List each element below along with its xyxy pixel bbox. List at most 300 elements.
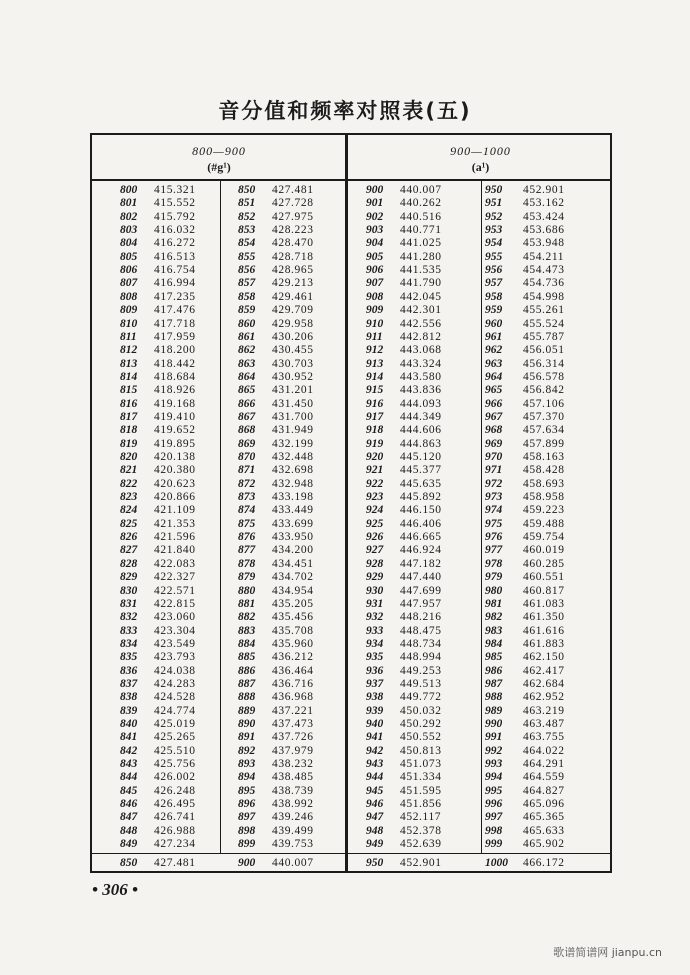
cents-value: 902 bbox=[366, 210, 384, 223]
frequency-value: 422.571 bbox=[154, 584, 196, 597]
cents-value: 917 bbox=[366, 410, 384, 423]
cents-value: 826 bbox=[120, 531, 138, 544]
frequency-value: 438.992 bbox=[272, 798, 314, 811]
table-row bbox=[92, 758, 610, 771]
cents-value: 998 bbox=[485, 824, 503, 837]
cents-value: 955 bbox=[485, 250, 503, 263]
frequency-value: 432.948 bbox=[272, 477, 314, 490]
frequency-value: 422.327 bbox=[154, 571, 196, 584]
frequency-value: 437.473 bbox=[272, 718, 314, 730]
cents-value: 925 bbox=[366, 517, 384, 530]
frequency-value: 450.292 bbox=[400, 718, 442, 730]
cents-value: 870 bbox=[238, 451, 256, 463]
header-note: (a¹) bbox=[471, 160, 490, 174]
table-row bbox=[92, 358, 610, 371]
table-row bbox=[92, 825, 610, 838]
cents-value: 903 bbox=[366, 224, 384, 237]
frequency-value: 448.216 bbox=[400, 611, 442, 624]
frequency-value: 417.476 bbox=[154, 304, 196, 317]
cents-value: 891 bbox=[238, 731, 256, 744]
frequency-value: 419.410 bbox=[154, 410, 196, 423]
frequency-value: 450.813 bbox=[400, 744, 442, 757]
frequency-value: 453.686 bbox=[523, 224, 565, 237]
frequency-value: 443.324 bbox=[400, 357, 442, 370]
cents-value: 982 bbox=[485, 611, 503, 624]
cents-value: 954 bbox=[485, 237, 503, 250]
frequency-value: 427.728 bbox=[272, 197, 314, 210]
cents-value: 872 bbox=[238, 477, 256, 490]
cents-value: 942 bbox=[366, 744, 384, 757]
frequency-value: 452.117 bbox=[400, 811, 442, 824]
cents-value: 878 bbox=[238, 557, 256, 570]
cents-value: 823 bbox=[120, 491, 138, 504]
cents-value: 850 bbox=[238, 184, 256, 196]
frequency-value: 435.960 bbox=[272, 637, 314, 650]
frequency-value: 448.475 bbox=[400, 624, 442, 637]
cents-value: 939 bbox=[366, 704, 384, 717]
frequency-value: 420.138 bbox=[154, 451, 196, 463]
frequency-value: 428.223 bbox=[272, 224, 314, 237]
frequency-value: 419.168 bbox=[154, 397, 196, 410]
frequency-value: 425.510 bbox=[154, 744, 196, 757]
table-row bbox=[92, 331, 610, 344]
table-row bbox=[92, 718, 610, 731]
cents-value: 810 bbox=[120, 317, 138, 330]
frequency-value: 424.038 bbox=[154, 664, 196, 677]
frequency-value: 441.280 bbox=[400, 250, 442, 263]
frequency-value: 442.045 bbox=[400, 290, 442, 303]
cents-value: 822 bbox=[120, 477, 138, 490]
table-row bbox=[92, 598, 610, 611]
frequency-value: 430.455 bbox=[272, 344, 314, 357]
frequency-value: 429.461 bbox=[272, 290, 314, 303]
frequency-value: 431.201 bbox=[272, 384, 314, 397]
cents-value: 927 bbox=[366, 544, 384, 557]
frequency-value: 421.840 bbox=[154, 544, 196, 557]
frequency-value: 416.513 bbox=[154, 250, 196, 263]
frequency-value: 438.739 bbox=[272, 784, 314, 797]
frequency-value: 464.291 bbox=[523, 758, 565, 771]
frequency-value: 415.321 bbox=[154, 184, 196, 196]
frequency-value: 430.206 bbox=[272, 330, 314, 343]
footer-cents: 900 bbox=[238, 857, 256, 869]
cents-value: 881 bbox=[238, 597, 256, 610]
cents-value: 832 bbox=[120, 611, 138, 624]
footer-frequency: 440.007 bbox=[272, 857, 314, 869]
cents-value: 974 bbox=[485, 504, 503, 517]
frequency-value: 436.716 bbox=[272, 677, 314, 690]
cents-value: 844 bbox=[120, 771, 138, 784]
cents-value: 946 bbox=[366, 798, 384, 811]
frequency-value: 433.449 bbox=[272, 504, 314, 517]
cents-value: 898 bbox=[238, 824, 256, 837]
cents-value: 994 bbox=[485, 771, 503, 784]
frequency-value: 447.957 bbox=[400, 597, 442, 610]
frequency-value: 434.200 bbox=[272, 544, 314, 557]
cents-value: 824 bbox=[120, 504, 138, 517]
cents-value: 918 bbox=[366, 424, 384, 437]
table-row bbox=[92, 491, 610, 504]
table-row bbox=[92, 771, 610, 784]
cents-value: 973 bbox=[485, 491, 503, 504]
frequency-value: 459.754 bbox=[523, 531, 565, 544]
cents-value: 991 bbox=[485, 731, 503, 744]
table-row bbox=[92, 691, 610, 704]
frequency-value: 432.448 bbox=[272, 451, 314, 463]
frequency-value: 454.736 bbox=[523, 277, 565, 290]
frequency-value: 436.464 bbox=[272, 664, 314, 677]
frequency-value: 440.007 bbox=[400, 184, 442, 196]
table-row bbox=[92, 451, 610, 464]
frequency-value: 440.516 bbox=[400, 210, 442, 223]
cents-value: 968 bbox=[485, 424, 503, 437]
frequency-value: 461.350 bbox=[523, 611, 565, 624]
frequency-value: 453.948 bbox=[523, 237, 565, 250]
frequency-value: 452.378 bbox=[400, 824, 442, 837]
frequency-value: 418.200 bbox=[154, 344, 196, 357]
frequency-value: 429.958 bbox=[272, 317, 314, 330]
frequency-value: 462.952 bbox=[523, 691, 565, 704]
frequency-value: 455.787 bbox=[523, 330, 565, 343]
frequency-value: 445.120 bbox=[400, 451, 442, 463]
cents-value: 921 bbox=[366, 464, 384, 477]
frequency-value: 432.199 bbox=[272, 437, 314, 450]
cents-value: 963 bbox=[485, 357, 503, 370]
cents-value: 819 bbox=[120, 437, 138, 450]
cents-value: 985 bbox=[485, 651, 503, 664]
footer-frequency: 452.901 bbox=[400, 857, 442, 869]
table-row bbox=[92, 251, 610, 264]
frequency-value: 449.253 bbox=[400, 664, 442, 677]
frequency-value: 465.365 bbox=[523, 811, 565, 824]
cents-value: 896 bbox=[238, 798, 256, 811]
frequency-value: 437.726 bbox=[272, 731, 314, 744]
frequency-value: 435.205 bbox=[272, 597, 314, 610]
table-row bbox=[92, 518, 610, 531]
frequency-value: 450.032 bbox=[400, 704, 442, 717]
frequency-value: 426.248 bbox=[154, 784, 196, 797]
frequency-value: 435.456 bbox=[272, 611, 314, 624]
cents-value: 956 bbox=[485, 264, 503, 277]
frequency-value: 417.235 bbox=[154, 290, 196, 303]
table-row bbox=[92, 531, 610, 544]
frequency-value: 440.262 bbox=[400, 197, 442, 210]
frequency-value: 456.314 bbox=[523, 357, 565, 370]
table-row bbox=[92, 611, 610, 624]
frequency-value: 463.487 bbox=[523, 718, 565, 730]
frequency-value: 449.513 bbox=[400, 677, 442, 690]
cents-value: 961 bbox=[485, 330, 503, 343]
cents-value: 883 bbox=[238, 624, 256, 637]
cents-value: 854 bbox=[238, 237, 256, 250]
frequency-value: 420.380 bbox=[154, 464, 196, 477]
cents-value: 967 bbox=[485, 410, 503, 423]
cents-value: 928 bbox=[366, 557, 384, 570]
cents-value: 965 bbox=[485, 384, 503, 397]
frequency-value: 463.219 bbox=[523, 704, 565, 717]
frequency-value: 436.968 bbox=[272, 691, 314, 704]
table-row bbox=[92, 237, 610, 250]
cents-value: 931 bbox=[366, 597, 384, 610]
table-row bbox=[92, 478, 610, 491]
cents-value: 897 bbox=[238, 811, 256, 824]
frequency-value: 459.223 bbox=[523, 504, 565, 517]
frequency-value: 421.353 bbox=[154, 517, 196, 530]
frequency-value: 445.377 bbox=[400, 464, 442, 477]
frequency-value: 422.083 bbox=[154, 557, 196, 570]
cents-value: 874 bbox=[238, 504, 256, 517]
table-row bbox=[92, 318, 610, 331]
frequency-value: 437.221 bbox=[272, 704, 314, 717]
cents-value: 909 bbox=[366, 304, 384, 317]
frequency-value: 463.755 bbox=[523, 731, 565, 744]
cents-value: 895 bbox=[238, 784, 256, 797]
cents-value: 930 bbox=[366, 584, 384, 597]
frequency-value: 437.979 bbox=[272, 744, 314, 757]
cents-value: 803 bbox=[120, 224, 138, 237]
cents-value: 908 bbox=[366, 290, 384, 303]
cents-value: 833 bbox=[120, 624, 138, 637]
cents-value: 805 bbox=[120, 250, 138, 263]
table-row bbox=[92, 264, 610, 277]
cents-value: 860 bbox=[238, 317, 256, 330]
table-row bbox=[92, 838, 610, 851]
cents-value: 938 bbox=[366, 691, 384, 704]
cents-value: 893 bbox=[238, 758, 256, 771]
cents-value: 948 bbox=[366, 824, 384, 837]
frequency-value: 416.994 bbox=[154, 277, 196, 290]
cents-value: 879 bbox=[238, 571, 256, 584]
frequency-value: 424.283 bbox=[154, 677, 196, 690]
cents-value: 836 bbox=[120, 664, 138, 677]
cents-value: 835 bbox=[120, 651, 138, 664]
cents-value: 877 bbox=[238, 544, 256, 557]
table-row bbox=[92, 211, 610, 224]
cents-value: 876 bbox=[238, 531, 256, 544]
frequency-value: 451.334 bbox=[400, 771, 442, 784]
cents-value: 830 bbox=[120, 584, 138, 597]
frequency-value: 449.772 bbox=[400, 691, 442, 704]
table-row bbox=[92, 464, 610, 477]
frequency-value: 456.578 bbox=[523, 370, 565, 383]
cents-value: 809 bbox=[120, 304, 138, 317]
cents-value: 845 bbox=[120, 784, 138, 797]
cents-value: 933 bbox=[366, 624, 384, 637]
frequency-value: 460.285 bbox=[523, 557, 565, 570]
cents-value: 804 bbox=[120, 237, 138, 250]
frequency-value: 453.162 bbox=[523, 197, 565, 210]
frequency-value: 419.895 bbox=[154, 437, 196, 450]
table-row bbox=[92, 678, 610, 691]
frequency-value: 441.025 bbox=[400, 237, 442, 250]
cents-value: 811 bbox=[120, 330, 137, 343]
cents-value: 834 bbox=[120, 637, 138, 650]
cents-value: 890 bbox=[238, 718, 256, 730]
table-row bbox=[92, 745, 610, 758]
cents-value: 906 bbox=[366, 264, 384, 277]
table-row bbox=[92, 625, 610, 638]
header-range: 900—1000 bbox=[450, 144, 511, 158]
cents-value: 885 bbox=[238, 651, 256, 664]
frequency-value: 457.899 bbox=[523, 437, 565, 450]
cents-value: 913 bbox=[366, 357, 384, 370]
cents-value: 950 bbox=[485, 184, 503, 196]
header-900-1000 bbox=[349, 143, 612, 175]
cents-value: 976 bbox=[485, 531, 503, 544]
frequency-value: 440.771 bbox=[400, 224, 442, 237]
frequency-value: 425.756 bbox=[154, 758, 196, 771]
frequency-value: 424.528 bbox=[154, 691, 196, 704]
cents-value: 806 bbox=[120, 264, 138, 277]
cents-value: 920 bbox=[366, 451, 384, 463]
cents-value: 859 bbox=[238, 304, 256, 317]
frequency-value: 434.702 bbox=[272, 571, 314, 584]
cents-value: 999 bbox=[485, 838, 503, 851]
cents-value: 888 bbox=[238, 691, 256, 704]
frequency-value: 461.616 bbox=[523, 624, 565, 637]
frequency-value: 425.265 bbox=[154, 731, 196, 744]
table-row bbox=[92, 585, 610, 598]
frequency-value: 461.083 bbox=[523, 597, 565, 610]
frequency-value: 452.901 bbox=[523, 184, 565, 196]
frequency-value: 447.182 bbox=[400, 557, 442, 570]
frequency-value: 421.596 bbox=[154, 531, 196, 544]
cents-value: 970 bbox=[485, 451, 503, 463]
frequency-value: 464.022 bbox=[523, 744, 565, 757]
table-row bbox=[92, 424, 610, 437]
frequency-value: 450.552 bbox=[400, 731, 442, 744]
frequency-value: 434.451 bbox=[272, 557, 314, 570]
table-row bbox=[92, 811, 610, 824]
frequency-value: 465.633 bbox=[523, 824, 565, 837]
frequency-value: 426.988 bbox=[154, 824, 196, 837]
frequency-value: 462.684 bbox=[523, 677, 565, 690]
frequency-value: 453.424 bbox=[523, 210, 565, 223]
cents-value: 915 bbox=[366, 384, 384, 397]
frequency-value: 423.304 bbox=[154, 624, 196, 637]
header-divider bbox=[92, 179, 610, 181]
frequency-value: 416.272 bbox=[154, 237, 196, 250]
cents-value: 986 bbox=[485, 664, 503, 677]
cents-value: 889 bbox=[238, 704, 256, 717]
frequency-value: 462.417 bbox=[523, 664, 565, 677]
frequency-value: 462.150 bbox=[523, 651, 565, 664]
cents-value: 899 bbox=[238, 838, 256, 851]
cents-value: 922 bbox=[366, 477, 384, 490]
cents-value: 943 bbox=[366, 758, 384, 771]
cents-value: 936 bbox=[366, 664, 384, 677]
frequency-value: 458.958 bbox=[523, 491, 565, 504]
frequency-value: 444.093 bbox=[400, 397, 442, 410]
cents-value: 919 bbox=[366, 437, 384, 450]
table-row bbox=[92, 785, 610, 798]
frequency-value: 432.698 bbox=[272, 464, 314, 477]
footer-cents: 1000 bbox=[485, 857, 508, 869]
cents-value: 862 bbox=[238, 344, 256, 357]
cents-value: 941 bbox=[366, 731, 384, 744]
cents-value: 901 bbox=[366, 197, 384, 210]
frequency-value: 455.261 bbox=[523, 304, 565, 317]
cents-value: 944 bbox=[366, 771, 384, 784]
cents-value: 910 bbox=[366, 317, 384, 330]
cents-value: 971 bbox=[485, 464, 503, 477]
frequency-value: 415.792 bbox=[154, 210, 196, 223]
table-row bbox=[92, 558, 610, 571]
table-row bbox=[92, 371, 610, 384]
frequency-value: 460.019 bbox=[523, 544, 565, 557]
cents-value: 984 bbox=[485, 637, 503, 650]
cents-value: 818 bbox=[120, 424, 138, 437]
frequency-value: 465.902 bbox=[523, 838, 565, 851]
cents-value: 924 bbox=[366, 504, 384, 517]
cents-value: 848 bbox=[120, 824, 138, 837]
cents-value: 964 bbox=[485, 370, 503, 383]
frequency-value: 428.965 bbox=[272, 264, 314, 277]
cents-value: 912 bbox=[366, 344, 384, 357]
footer-cents: 850 bbox=[120, 857, 138, 869]
frequency-value: 460.551 bbox=[523, 571, 565, 584]
cents-value: 916 bbox=[366, 397, 384, 410]
cents-value: 932 bbox=[366, 611, 384, 624]
cents-value: 959 bbox=[485, 304, 503, 317]
table-row bbox=[92, 571, 610, 584]
cents-value: 853 bbox=[238, 224, 256, 237]
cents-value: 829 bbox=[120, 571, 138, 584]
table-row bbox=[92, 705, 610, 718]
cents-value: 958 bbox=[485, 290, 503, 303]
cents-value: 873 bbox=[238, 491, 256, 504]
frequency-value: 452.639 bbox=[400, 838, 442, 851]
cents-value: 868 bbox=[238, 424, 256, 437]
frequency-value: 433.950 bbox=[272, 531, 314, 544]
cents-value: 980 bbox=[485, 584, 503, 597]
frequency-value: 433.198 bbox=[272, 491, 314, 504]
cents-value: 871 bbox=[238, 464, 256, 477]
cents-value: 887 bbox=[238, 677, 256, 690]
cents-value: 807 bbox=[120, 277, 138, 290]
header-note: (#g¹) bbox=[207, 160, 231, 174]
frequency-value: 442.301 bbox=[400, 304, 442, 317]
cents-value: 843 bbox=[120, 758, 138, 771]
cents-value: 904 bbox=[366, 237, 384, 250]
table-row bbox=[92, 344, 610, 357]
table-row bbox=[92, 197, 610, 210]
frequency-value: 425.019 bbox=[154, 718, 196, 730]
cents-value: 972 bbox=[485, 477, 503, 490]
cents-value: 841 bbox=[120, 731, 138, 744]
cents-value: 814 bbox=[120, 370, 138, 383]
frequency-value: 454.998 bbox=[523, 290, 565, 303]
frequency-value: 457.370 bbox=[523, 410, 565, 423]
frequency-value: 464.559 bbox=[523, 771, 565, 784]
table-row bbox=[92, 398, 610, 411]
header-800-900 bbox=[92, 143, 346, 175]
cents-value: 992 bbox=[485, 744, 503, 757]
frequency-value: 455.524 bbox=[523, 317, 565, 330]
header-range: 800—900 bbox=[192, 144, 246, 158]
cents-value: 952 bbox=[485, 210, 503, 223]
table-row bbox=[92, 665, 610, 678]
frequency-value: 424.774 bbox=[154, 704, 196, 717]
cents-value: 857 bbox=[238, 277, 256, 290]
frequency-value: 465.096 bbox=[523, 798, 565, 811]
cents-value: 840 bbox=[120, 718, 138, 730]
table-row bbox=[92, 504, 610, 517]
cents-value: 880 bbox=[238, 584, 256, 597]
cents-value: 914 bbox=[366, 370, 384, 383]
frequency-value: 429.709 bbox=[272, 304, 314, 317]
frequency-value: 422.815 bbox=[154, 597, 196, 610]
